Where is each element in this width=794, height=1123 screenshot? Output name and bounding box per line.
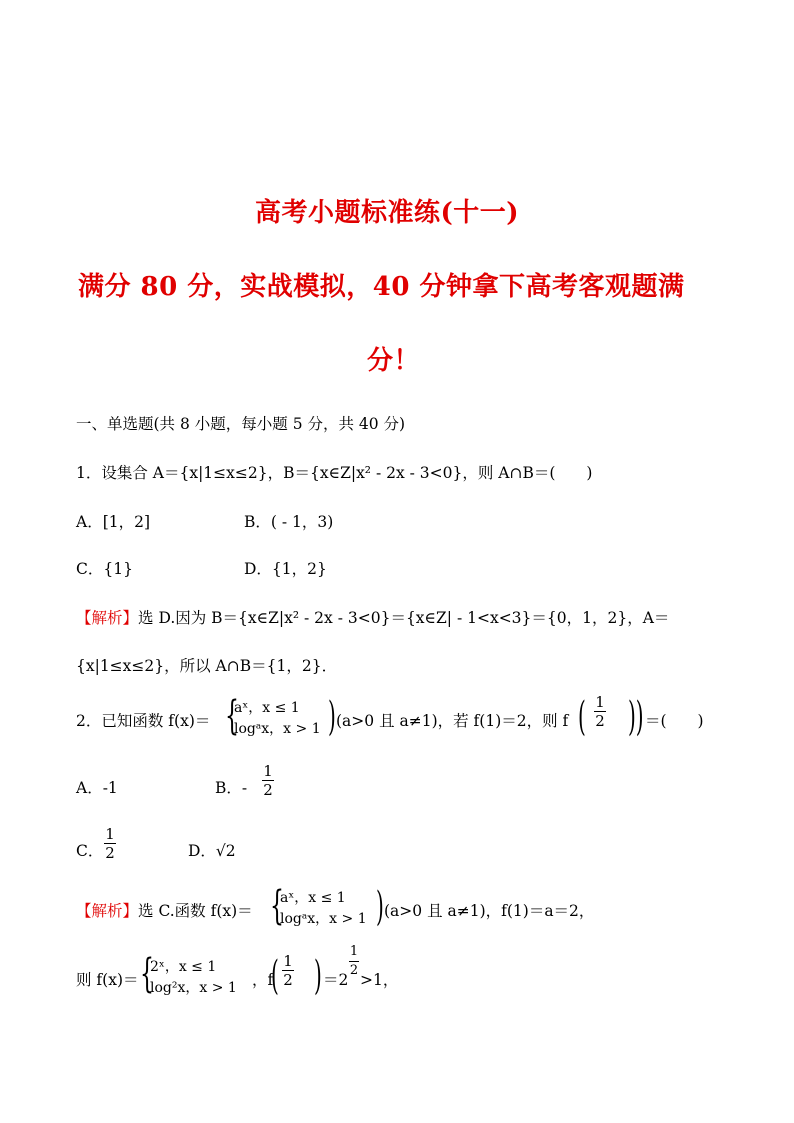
question-1-option-b: B．( ‑ 1，3) bbox=[244, 513, 334, 531]
piecewise-brace: { bbox=[225, 693, 239, 739]
fraction-numerator: 1 bbox=[349, 944, 359, 959]
analysis-case-2: logᵃx，x > 1 bbox=[280, 911, 367, 927]
fraction-denominator: 2 bbox=[349, 963, 359, 978]
analysis-tag: 【解析】 bbox=[76, 609, 139, 627]
analysis-fraction bbox=[282, 953, 294, 988]
fraction-denominator: 2 bbox=[595, 712, 605, 730]
question-1-stem: 1．设集合 A＝{x|1≤x≤2}，B＝{x∈Z|x² ‑ 2x ‑ 3<0}，则 A∩B＝( ) bbox=[76, 464, 593, 482]
paren-close: )) bbox=[628, 694, 644, 740]
option-c-fraction bbox=[104, 826, 116, 861]
fraction-numerator: 1 bbox=[595, 693, 605, 711]
question-1-analysis bbox=[76, 606, 669, 628]
paren-left: ) bbox=[328, 694, 336, 740]
question-2-analysis bbox=[76, 899, 253, 921]
page-subtitle-line2: 分！ bbox=[367, 346, 421, 376]
question-1-analysis-line2: {x|1≤x≤2}，所以 A∩B＝{1，2}． bbox=[76, 657, 338, 675]
question-1-option-c: C．{1} bbox=[76, 560, 133, 578]
page-title: 高考小题标准练(十一) bbox=[255, 198, 520, 228]
section-heading: 一、单选题(共 8 小题，每小题 5 分，共 40 分) bbox=[76, 415, 406, 433]
paren-close: ) bbox=[314, 953, 322, 999]
piecewise-brace: { bbox=[140, 951, 154, 997]
question-2-analysis-cond: (a>0 且 a≠1)，f(1)＝a＝2， bbox=[384, 902, 595, 920]
question-2-option-c: C． bbox=[76, 842, 104, 860]
fraction-half bbox=[594, 694, 606, 729]
analysis-exponent-fraction bbox=[349, 944, 359, 979]
analysis-line2-case-2: log²x，x > 1 bbox=[150, 980, 237, 996]
question-2-condition: (a>0 且 a≠1)，若 f(1)＝2，则 f bbox=[336, 712, 569, 730]
analysis-line2-case-1: 2ˣ，x ≤ 1 bbox=[150, 959, 217, 975]
question-1-option-a: A．[1，2] bbox=[76, 513, 151, 531]
piecewise-case-2: logᵃx，x > 1 bbox=[234, 721, 321, 737]
question-1-option-d: D．{1，2} bbox=[244, 560, 327, 578]
question-2-option-b: B．‑ bbox=[215, 779, 248, 797]
fraction-denominator: 2 bbox=[283, 971, 293, 989]
fraction-numerator: 1 bbox=[283, 952, 293, 970]
analysis-text: 选 C.函数 f(x)＝ bbox=[138, 902, 253, 920]
question-2-option-d: D．√2 bbox=[188, 842, 236, 860]
analysis-line2-eq: ＝2 bbox=[323, 971, 349, 989]
paren-left: ) bbox=[376, 884, 384, 930]
piecewise-brace: { bbox=[270, 883, 284, 929]
question-2-option-a: A．‑1 bbox=[76, 779, 118, 797]
analysis-text: 选 D.因为 B＝{x∈Z|x² ‑ 2x ‑ 3<0}＝{x∈Z| ‑ 1<x<3}＝{0，1，2}，A＝ bbox=[138, 609, 670, 627]
analysis-line2-mid: ，f bbox=[252, 971, 274, 989]
question-2-prefix: 2．已知函数 f(x)＝ bbox=[76, 712, 211, 730]
fraction-numerator: 1 bbox=[105, 825, 115, 843]
paren-open: ( bbox=[271, 953, 279, 999]
analysis-line2-end: >1， bbox=[360, 971, 399, 989]
analysis-line2-prefix: 则 f(x)＝ bbox=[76, 971, 139, 989]
analysis-case-1: aˣ，x ≤ 1 bbox=[280, 890, 346, 906]
analysis-tag: 【解析】 bbox=[76, 902, 139, 920]
fraction-denominator: 2 bbox=[263, 781, 273, 799]
option-b-fraction bbox=[262, 763, 274, 798]
piecewise-case-1: aˣ，x ≤ 1 bbox=[234, 700, 300, 716]
fraction-denominator: 2 bbox=[105, 844, 115, 862]
paren-open: ( bbox=[578, 694, 586, 740]
page-subtitle-line1: 满分 80 分，实战模拟，40 分钟拿下高考客观题满 bbox=[78, 272, 685, 302]
fraction-numerator: 1 bbox=[263, 762, 273, 780]
question-2-suffix: ＝( ) bbox=[645, 712, 704, 730]
